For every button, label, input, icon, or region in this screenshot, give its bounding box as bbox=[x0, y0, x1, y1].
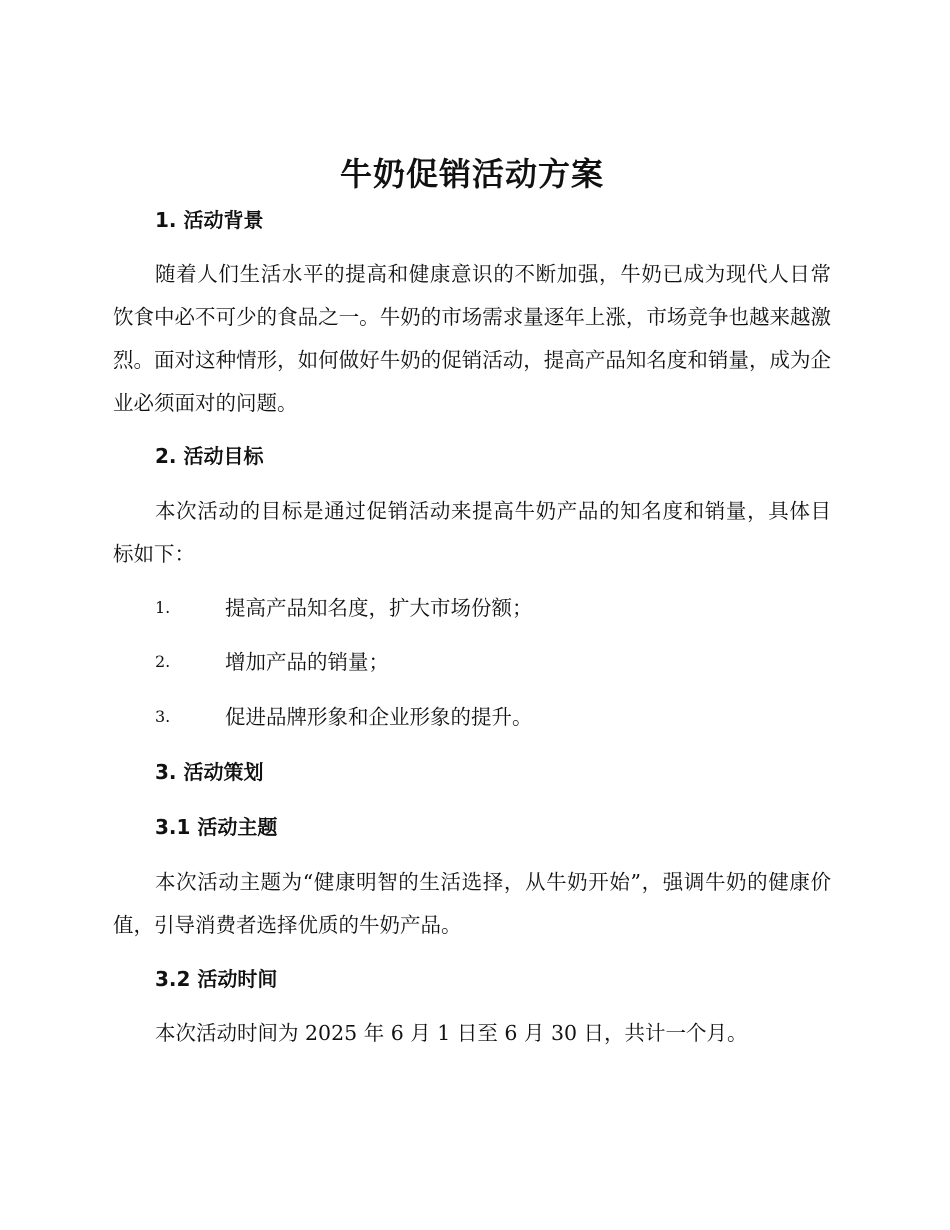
paragraph-time: 本次活动时间为 2025 年 6 月 1 日至 6 月 30 日，共计一个月。 bbox=[155, 1021, 748, 1045]
list-item-number: 2. bbox=[155, 652, 171, 671]
list-item bbox=[155, 703, 831, 731]
list-item-number: 3. bbox=[155, 707, 171, 726]
document-page bbox=[113, 0, 831, 1230]
list-item-text: 增加产品的销量； bbox=[225, 650, 389, 674]
subsection-heading-time: 3.2 活动时间 bbox=[155, 967, 278, 991]
list-item bbox=[155, 648, 831, 676]
subsection-heading-theme: 3.1 活动主题 bbox=[155, 815, 278, 839]
paragraph-theme: 本次活动主题为“健康明智的生活选择，从牛奶开始”，强调牛奶的健康价值，引导消费者选择优质的牛奶产品。 bbox=[113, 870, 831, 937]
section-heading-goals: 2. 活动目标 bbox=[155, 444, 264, 468]
section-heading-planning: 3. 活动策划 bbox=[155, 760, 264, 784]
document-title: 牛奶促销活动方案 bbox=[339, 155, 604, 193]
list-item bbox=[155, 594, 831, 622]
paragraph-goals: 本次活动的目标是通过促销活动来提高牛奶产品的知名度和销量，具体目标如下： bbox=[113, 499, 831, 566]
section-heading-background: 1. 活动背景 bbox=[155, 208, 264, 232]
paragraph-background: 随着人们生活水平的提高和健康意识的不断加强，牛奶已成为现代人日常饮食中必不可少的食品之一。牛奶的市场需求量逐年上涨，市场竞争也越来越激烈。面对这种情形，如何做好牛奶的促销活动，提高产品知名度和销量，成为企业必须面对的问题。 bbox=[113, 262, 831, 415]
list-item-text: 促进品牌形象和企业形象的提升。 bbox=[225, 705, 533, 729]
list-item-number: 1. bbox=[155, 598, 171, 617]
list-item-text: 提高产品知名度，扩大市场份额； bbox=[225, 596, 533, 620]
